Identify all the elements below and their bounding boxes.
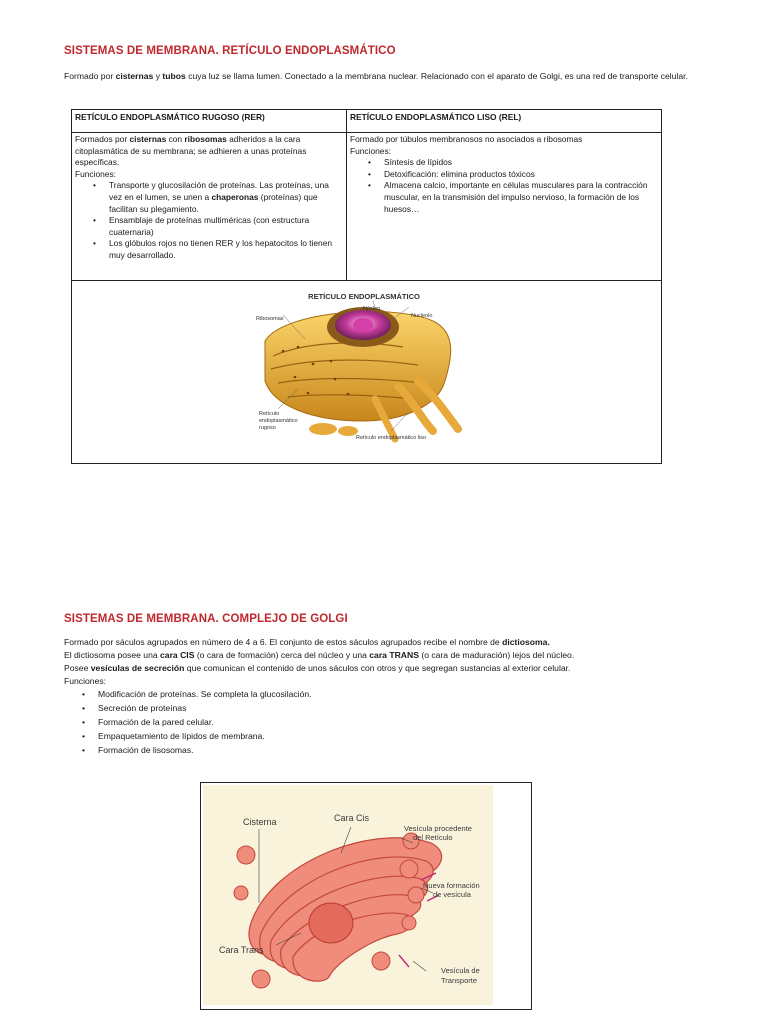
- rel-funciones-label: Funciones:: [350, 145, 391, 156]
- golgi-line-3: Posee vesículas de secreción que comunican el contenido de unos sáculos con otros y que segregan sustancias al exterior celular.: [64, 663, 571, 673]
- rel-description: Formado por túbulos membranosos no asociados a ribosomas: [350, 134, 583, 144]
- label-transp-1: Vesícula de: [441, 966, 480, 975]
- label-rer-3: rugoso: [258, 425, 276, 431]
- list-item: • Formación de la pared celular.: [98, 715, 312, 729]
- list-item: • Formación de lisosomas.: [98, 743, 312, 757]
- reticulo-intro: Formado por cisternas y tubos cuya luz se llama lumen. Conectado a la membrana nuclear. Relacionado con el aparato de Golgi, es una red de transporte celular.: [64, 71, 688, 81]
- list-item: • Los glóbulos rojos no tienen RER y los hepatocitos lo tienen muy desarrollado.: [109, 238, 343, 261]
- list-item: • Almacena calcio, importante en células musculares para la contracción muscular, en la transmisión del impulso nervioso, la formación de los huesos…: [384, 180, 658, 215]
- rer-description: Formados por cisternas con ribosomas adheridos a la cara citoplasmática de su membrana; se adhieren a unas proteínas específicas.: [75, 134, 307, 168]
- list-item: • Modificación de proteínas. Se completa la glucosilación.: [98, 687, 312, 701]
- label-nueva-1: Nueva formación: [423, 881, 480, 890]
- list-item: • Síntesis de lípidos: [384, 157, 658, 169]
- golgi-funciones-label: Funciones:: [64, 676, 107, 686]
- label-nucleo: Núcleo: [362, 306, 380, 312]
- label-vesicula-1: Vesícula procedente: [404, 824, 472, 833]
- golgi-line-2: El dictiosoma posee una cara CIS (o cara de formación) cerca del núcleo y una cara TRANS (o cara de maduración) lejos del núcleo.: [64, 650, 575, 660]
- rel-funciones-list: [350, 157, 658, 215]
- rel-header: RETÍCULO ENDOPLASMÁTICO LISO (REL): [347, 110, 662, 133]
- label-vesicula-2: del Retículo: [413, 833, 453, 842]
- golgi-line-1: Formado por sáculos agrupados en número de 4 a 6. El conjunto de estos sáculos agrupados recibe el nombre de dictiosoma.: [64, 637, 550, 647]
- nucleolus: [353, 318, 373, 332]
- label-cara-cis: Cara Cis: [334, 813, 370, 823]
- label-rer-1: Retículo: [258, 411, 279, 417]
- list-item: • Empaquetamiento de lípidos de membrana.: [98, 729, 312, 743]
- list-item: • Ensamblaje de proteínas multiméricas (con estructura cuaternaria): [109, 215, 343, 238]
- reticulo-table: [71, 109, 662, 464]
- label-ribosomas: Ribosomas: [255, 316, 284, 322]
- reticulo-illustration: [73, 281, 661, 459]
- rel-cell: [347, 133, 662, 281]
- label-nueva-2: de vesícula: [433, 890, 471, 899]
- label-nucleolo: Nucleolo: [410, 313, 432, 319]
- golgi-figure: [200, 782, 532, 1010]
- list-item: • Secreción de proteínas: [98, 701, 312, 715]
- figure-title: RETÍCULO ENDOPLASMÁTICO: [307, 292, 420, 301]
- label-transp-2: Transporte: [441, 976, 477, 985]
- golgi-funciones-list: [64, 687, 312, 757]
- list-item: • Detoxificación: elimina productos tóxicos: [384, 169, 658, 181]
- golgi-illustration: [201, 783, 531, 1009]
- golgi-central-lumen: [309, 903, 353, 943]
- reticulo-figure-cell: [72, 281, 662, 464]
- rer-funciones-list: [75, 180, 343, 261]
- label-cisterna: Cisterna: [243, 817, 277, 827]
- rer-header: RETÍCULO ENDOPLASMÁTICO RUGOSO (RER): [72, 110, 347, 133]
- rer-cell: [72, 133, 347, 281]
- rer-funciones-label: Funciones:: [75, 168, 116, 179]
- section-title-reticulo: SISTEMAS DE MEMBRANA. RETÍCULO ENDOPLASMÁTICO: [64, 45, 396, 57]
- list-item: • Transporte y glucosilación de proteínas. Las proteínas, una vez en el lumen, se unen a chaperonas (proteínas) que facilitan su plegamiento.: [109, 180, 343, 215]
- label-rel: Retículo endoplasmático liso: [355, 435, 426, 441]
- label-rer-2: endoplasmático: [258, 418, 298, 424]
- section-title-golgi: SISTEMAS DE MEMBRANA. COMPLEJO DE GOLGI: [64, 613, 348, 625]
- label-cara-trans: Cara Trans: [219, 945, 264, 955]
